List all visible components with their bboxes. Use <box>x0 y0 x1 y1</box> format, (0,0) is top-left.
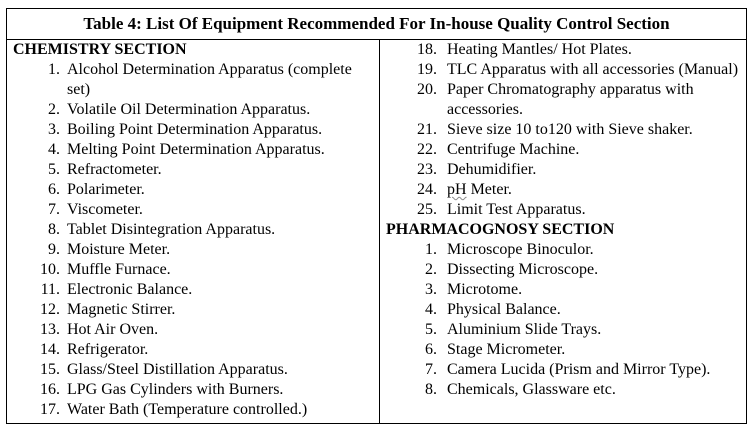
chemistry-items-right <box>380 40 746 220</box>
item-number: 8. <box>48 221 60 238</box>
item-number: 8. <box>425 381 437 398</box>
item-number: 3. <box>48 121 60 138</box>
item-number: 7. <box>48 201 60 218</box>
item-text: TLC Apparatus with all accessories (Manual) <box>447 61 739 78</box>
list-item <box>7 60 379 100</box>
list-item <box>7 220 379 240</box>
right-column <box>380 40 746 423</box>
item-number: 2. <box>48 101 60 118</box>
item-number: 16. <box>40 381 60 398</box>
item-number: 10. <box>40 261 60 278</box>
pharmacognosy-section-heading: PHARMACOGNOSY SECTION <box>386 221 615 238</box>
item-text: Refrigerator. <box>67 341 149 358</box>
item-number: 19. <box>417 61 437 78</box>
item-number: 22. <box>417 141 437 158</box>
item-number: 11. <box>40 281 60 298</box>
list-item <box>380 200 746 220</box>
item-number: 4. <box>425 301 437 318</box>
list-item <box>380 120 746 140</box>
item-number: 23. <box>417 161 437 178</box>
list-item <box>7 140 379 160</box>
item-number: 5. <box>425 321 437 338</box>
list-item <box>7 320 379 340</box>
item-text: Glass/Steel Distillation Apparatus. <box>67 361 288 378</box>
list-item <box>7 180 379 200</box>
item-number: 1. <box>48 61 60 78</box>
item-text: Limit Test Apparatus. <box>447 201 586 218</box>
list-item <box>380 160 746 180</box>
item-number: 24. <box>417 181 437 198</box>
list-item <box>380 280 746 300</box>
list-item <box>7 200 379 220</box>
list-item <box>380 320 746 340</box>
item-text: Viscometer. <box>67 201 143 218</box>
item-text: Tablet Disintegration Apparatus. <box>67 221 276 238</box>
item-number: 17. <box>40 401 60 418</box>
item-number: 21. <box>417 121 437 138</box>
item-text: Paper Chromatography apparatus with accessories. <box>447 81 694 118</box>
item-text: Moisture Meter. <box>67 241 171 258</box>
item-text: Microscope Binoculor. <box>447 241 594 258</box>
list-item <box>7 240 379 260</box>
item-number: 25. <box>417 201 437 218</box>
item-number: 1. <box>425 241 437 258</box>
list-item <box>380 180 746 200</box>
list-item <box>380 260 746 280</box>
item-text: Sieve size 10 to120 with Sieve shaker. <box>447 121 693 138</box>
list-item <box>380 360 746 380</box>
item-number: 12. <box>40 301 60 318</box>
item-number: 14. <box>40 341 60 358</box>
item-text: Aluminium Slide Trays. <box>447 321 602 338</box>
chemistry-items-left <box>7 60 379 420</box>
list-item <box>7 360 379 380</box>
table-title: Table 4: List Of Equipment Recommended For In-house Quality Control Section <box>7 9 746 40</box>
item-number: 20. <box>417 81 437 98</box>
item-text: Water Bath (Temperature controlled.) <box>67 401 308 418</box>
item-text: Magnetic Stirrer. <box>67 301 176 318</box>
list-item <box>380 300 746 320</box>
item-text: Physical Balance. <box>447 301 561 318</box>
list-item <box>7 380 379 400</box>
item-text: pH Meter. <box>447 181 512 198</box>
item-text: Refractometer. <box>67 161 162 178</box>
item-number: 9. <box>48 241 60 258</box>
list-item <box>7 400 379 420</box>
item-text: Heating Mantles/ Hot Plates. <box>447 41 632 58</box>
item-text: Chemicals, Glassware etc. <box>447 381 616 398</box>
item-text: Hot Air Oven. <box>67 321 159 338</box>
list-item <box>380 340 746 360</box>
item-number: 18. <box>417 41 437 58</box>
item-text: LPG Gas Cylinders with Burners. <box>67 381 284 398</box>
list-item <box>380 380 746 400</box>
chemistry-section-heading: CHEMISTRY SECTION <box>13 41 187 58</box>
list-item <box>380 60 746 80</box>
item-number: 5. <box>48 161 60 178</box>
item-text: Boiling Point Determination Apparatus. <box>67 121 323 138</box>
item-number: 7. <box>425 361 437 378</box>
item-number: 6. <box>48 181 60 198</box>
item-number: 3. <box>425 281 437 298</box>
equipment-table <box>6 8 747 424</box>
item-text: Stage Micrometer. <box>447 341 566 358</box>
list-item <box>380 40 746 60</box>
item-text: Polarimeter. <box>67 181 145 198</box>
list-item <box>7 100 379 120</box>
list-item <box>380 240 746 260</box>
list-item <box>380 80 746 120</box>
item-text: Electronic Balance. <box>67 281 193 298</box>
item-number: 6. <box>425 341 437 358</box>
item-text: Alcohol Determination Apparatus (complete set) <box>67 61 352 98</box>
item-number: 4. <box>48 141 60 158</box>
item-text: Centrifuge Machine. <box>447 141 580 158</box>
item-text: Melting Point Determination Apparatus. <box>67 141 325 158</box>
list-item <box>7 260 379 280</box>
item-number: 15. <box>40 361 60 378</box>
list-item <box>7 340 379 360</box>
list-item <box>380 140 746 160</box>
item-text: Volatile Oil Determination Apparatus. <box>67 101 311 118</box>
list-item <box>7 300 379 320</box>
list-item <box>7 160 379 180</box>
item-number: 13. <box>40 321 60 338</box>
item-text: Muffle Furnace. <box>67 261 171 278</box>
item-text: Microtome. <box>447 281 523 298</box>
item-text: Camera Lucida (Prism and Mirror Type). <box>447 361 711 378</box>
item-text: Dehumidifier. <box>447 161 537 178</box>
list-item <box>7 280 379 300</box>
item-number: 2. <box>425 261 437 278</box>
pharmacognosy-items <box>380 240 746 400</box>
item-text: Dissecting Microscope. <box>447 261 599 278</box>
left-column <box>7 40 380 423</box>
table-body <box>7 40 746 423</box>
list-item <box>7 120 379 140</box>
